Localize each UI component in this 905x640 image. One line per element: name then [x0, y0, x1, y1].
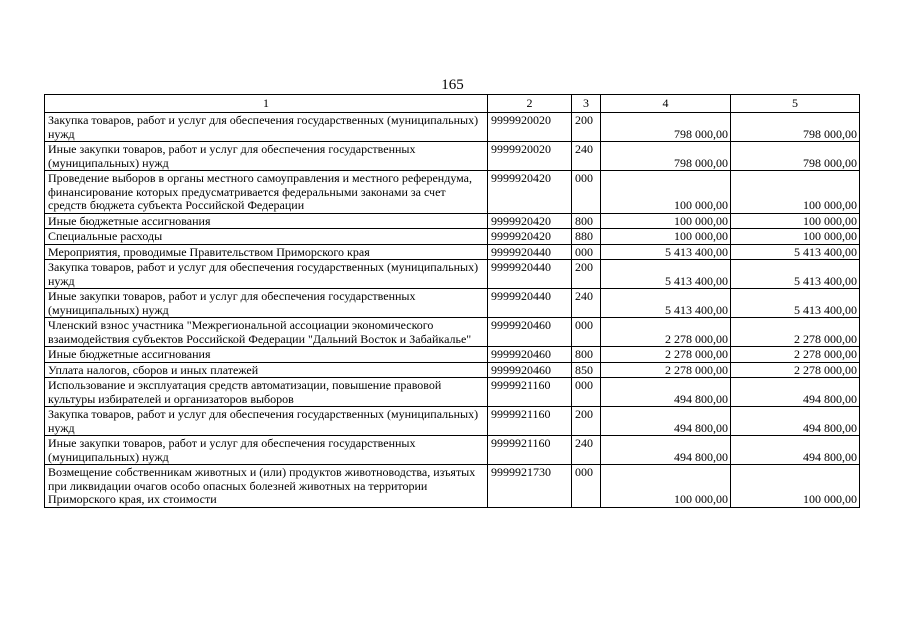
row-type: 000	[572, 318, 601, 347]
table-row	[45, 113, 860, 142]
row-amount-1: 2 278 000,00	[601, 362, 731, 378]
row-type: 200	[572, 260, 601, 289]
row-amount-2: 5 413 400,00	[731, 244, 860, 260]
row-amount-1: 100 000,00	[601, 171, 731, 214]
row-type: 880	[572, 229, 601, 245]
table-row	[45, 260, 860, 289]
row-amount-1: 100 000,00	[601, 465, 731, 508]
row-type: 850	[572, 362, 601, 378]
row-code: 9999920440	[488, 260, 572, 289]
row-code: 9999921160	[488, 436, 572, 465]
table-row	[45, 213, 860, 229]
row-name: Иные бюджетные ассигнования	[45, 213, 488, 229]
table-row	[45, 436, 860, 465]
row-amount-2: 494 800,00	[731, 378, 860, 407]
table-row	[45, 362, 860, 378]
row-type: 800	[572, 213, 601, 229]
row-code: 9999920440	[488, 244, 572, 260]
row-code: 9999920440	[488, 289, 572, 318]
row-code: 9999920020	[488, 113, 572, 142]
row-name: Иные закупки товаров, работ и услуг для обеспечения государственных (муниципальных) нужд	[45, 436, 488, 465]
row-amount-1: 100 000,00	[601, 229, 731, 245]
row-amount-2: 100 000,00	[731, 229, 860, 245]
row-code: 9999920020	[488, 142, 572, 171]
row-amount-1: 494 800,00	[601, 407, 731, 436]
row-name: Закупка товаров, работ и услуг для обеспечения государственных (муниципальных) нужд	[45, 113, 488, 142]
row-code: 9999920460	[488, 362, 572, 378]
row-amount-2: 100 000,00	[731, 213, 860, 229]
row-code: 9999920420	[488, 213, 572, 229]
row-name: Мероприятия, проводимые Правительством Приморского края	[45, 244, 488, 260]
row-code: 9999920420	[488, 171, 572, 214]
row-code: 9999921730	[488, 465, 572, 508]
row-code: 9999920420	[488, 229, 572, 245]
table-row	[45, 465, 860, 508]
table-row	[45, 229, 860, 245]
row-type: 000	[572, 244, 601, 260]
table-row	[45, 142, 860, 171]
row-amount-2: 5 413 400,00	[731, 260, 860, 289]
row-amount-2: 494 800,00	[731, 436, 860, 465]
row-amount-1: 798 000,00	[601, 113, 731, 142]
row-type: 000	[572, 171, 601, 214]
row-name: Специальные расходы	[45, 229, 488, 245]
row-type: 200	[572, 113, 601, 142]
row-name: Возмещение собственникам животных и (или) продуктов животноводства, изъятых при ликвидации очагов особо опасных болезней животных на территории Приморского края, их стоимости	[45, 465, 488, 508]
row-name: Закупка товаров, работ и услуг для обеспечения государственных (муниципальных) нужд	[45, 407, 488, 436]
row-amount-2: 5 413 400,00	[731, 289, 860, 318]
row-amount-1: 5 413 400,00	[601, 244, 731, 260]
row-type: 800	[572, 347, 601, 363]
row-amount-2: 100 000,00	[731, 171, 860, 214]
budget-table	[44, 94, 860, 508]
table-row	[45, 318, 860, 347]
row-amount-1: 798 000,00	[601, 142, 731, 171]
row-type: 240	[572, 436, 601, 465]
row-amount-2: 2 278 000,00	[731, 347, 860, 363]
row-type: 000	[572, 378, 601, 407]
row-amount-2: 2 278 000,00	[731, 362, 860, 378]
row-type: 000	[572, 465, 601, 508]
row-amount-2: 798 000,00	[731, 142, 860, 171]
row-code: 9999921160	[488, 378, 572, 407]
row-name: Иные закупки товаров, работ и услуг для обеспечения государственных (муниципальных) нужд	[45, 142, 488, 171]
row-amount-1: 2 278 000,00	[601, 318, 731, 347]
row-name: Использование и эксплуатация средств автоматизации, повышение правовой культуры избирателей и организаторов выборов	[45, 378, 488, 407]
row-amount-1: 5 413 400,00	[601, 260, 731, 289]
row-amount-2: 798 000,00	[731, 113, 860, 142]
row-name: Закупка товаров, работ и услуг для обеспечения государственных (муниципальных) нужд	[45, 260, 488, 289]
table-row	[45, 407, 860, 436]
row-name: Уплата налогов, сборов и иных платежей	[45, 362, 488, 378]
row-type: 240	[572, 289, 601, 318]
row-amount-2: 100 000,00	[731, 465, 860, 508]
table-row	[45, 244, 860, 260]
table-row	[45, 289, 860, 318]
row-name: Иные бюджетные ассигнования	[45, 347, 488, 363]
row-type: 240	[572, 142, 601, 171]
column-header: 4	[601, 95, 731, 113]
row-amount-1: 2 278 000,00	[601, 347, 731, 363]
row-amount-1: 494 800,00	[601, 378, 731, 407]
row-name: Проведение выборов в органы местного самоуправления и местного референдума, финансирование которых предусматривается федеральными законами за счет средств бюджета субъекта Российской Федерации	[45, 171, 488, 214]
column-header: 5	[731, 95, 860, 113]
column-header: 3	[572, 95, 601, 113]
row-name: Членский взнос участника "Межрегиональной ассоциации экономического взаимодействия субъектов Российской Федерации "Дальний Восток и Забайкалье"	[45, 318, 488, 347]
row-amount-2: 494 800,00	[731, 407, 860, 436]
column-header: 2	[488, 95, 572, 113]
column-header-row	[45, 95, 860, 113]
column-header: 1	[45, 95, 488, 113]
row-amount-1: 100 000,00	[601, 213, 731, 229]
row-code: 9999920460	[488, 318, 572, 347]
page-number: 165	[441, 77, 464, 93]
row-name: Иные закупки товаров, работ и услуг для обеспечения государственных (муниципальных) нужд	[45, 289, 488, 318]
row-amount-2: 2 278 000,00	[731, 318, 860, 347]
row-type: 200	[572, 407, 601, 436]
row-amount-1: 494 800,00	[601, 436, 731, 465]
row-code: 9999921160	[488, 407, 572, 436]
table-row	[45, 171, 860, 214]
table-row	[45, 347, 860, 363]
row-amount-1: 5 413 400,00	[601, 289, 731, 318]
table-row	[45, 378, 860, 407]
row-code: 9999920460	[488, 347, 572, 363]
